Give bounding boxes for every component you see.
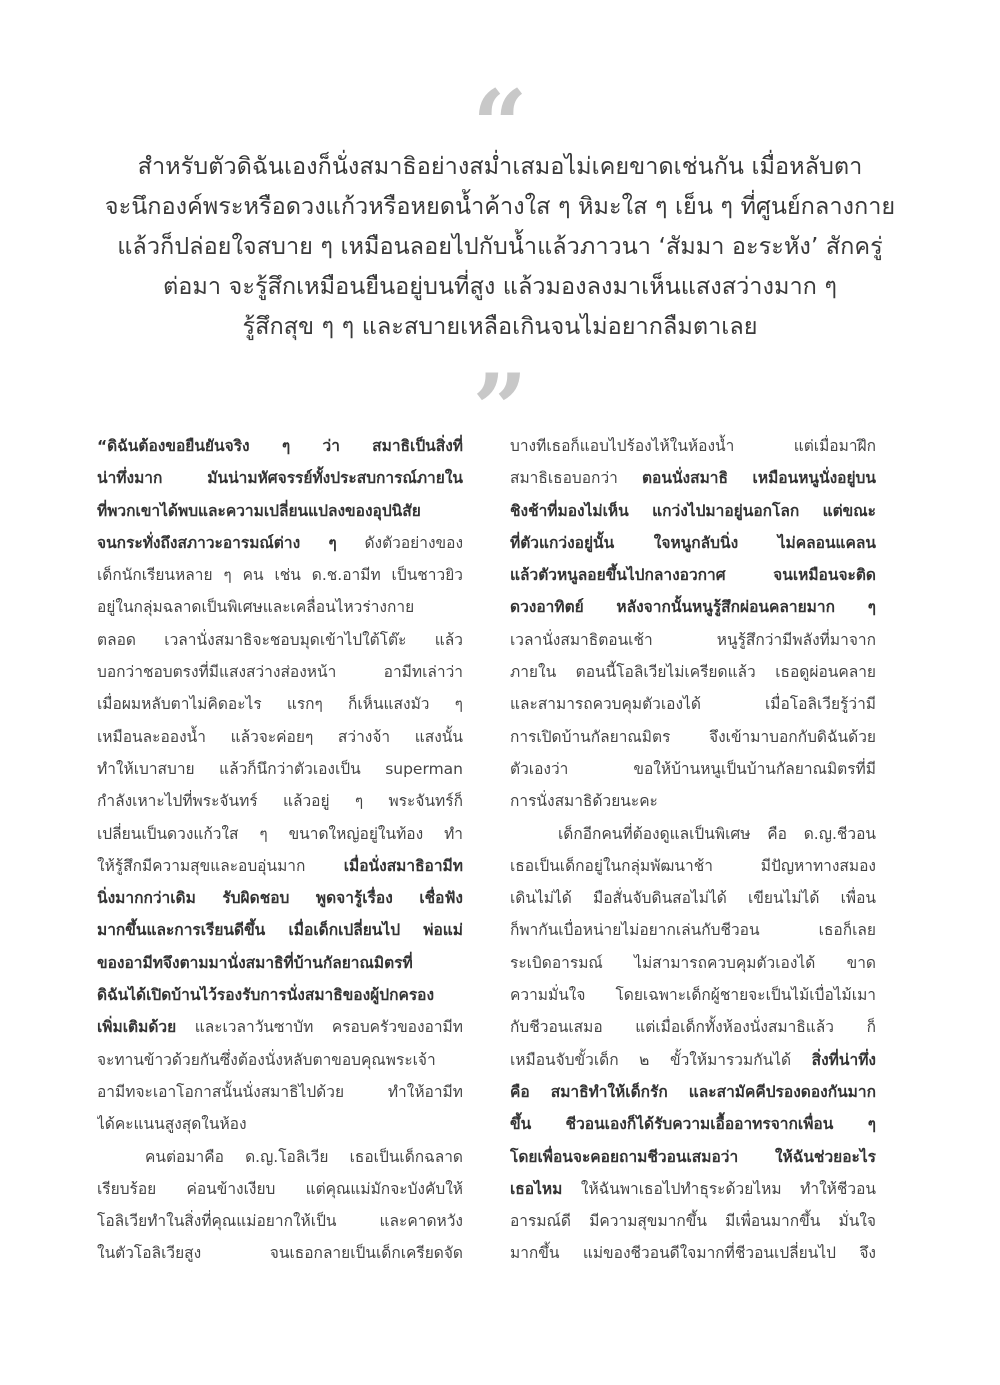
text-segment: และสามารถควบคุมตัวเองได้ เมื่อโอลิเวียรู้ว่ามี [510, 695, 876, 714]
text-line [510, 1011, 876, 1043]
text-segment: เมื่อผมหลับตาไม่คิดอะไร แรกๆ ก็เห็นแสงมัว ๆ [97, 695, 463, 714]
text-line [510, 979, 876, 1011]
bold-text-segment: น่าทึ่งมาก มันน่ามหัศจรรย์ทั้งประสบการณ์ภายใน [97, 469, 463, 488]
text-line [97, 1076, 463, 1108]
text-segment: ให้ฉันพาเธอไปทำธุระด้วยไหม ทำให้ชีวอน [562, 1179, 876, 1198]
text-line [97, 947, 463, 979]
text-line [510, 591, 876, 623]
text-segment: เดินไม่ได้ มือสั่นจับดินสอไม่ได้ เขียนไม่ได้ เพื่อน [510, 889, 876, 908]
text-line [97, 1044, 463, 1076]
text-line [97, 882, 463, 914]
bold-text-segment: “ดิฉันต้องขอยืนยันจริง ๆ ว่า สมาธิเป็นสิ่งที่ [97, 437, 463, 455]
text-segment: และเวลาวันซาบัท ครอบครัวของอามีท [176, 1018, 463, 1037]
text-line [510, 850, 876, 882]
text-line [97, 1141, 463, 1173]
text-segment: ก็พากันเบื่อหน่ายไม่อยากเล่นกับชีวอน เธอก็เลย [510, 921, 876, 940]
bold-text-segment: โดยเพื่อนจะคอยถามชีวอนเสมอว่า ให้ฉันช่วยอะไร [510, 1147, 876, 1166]
text-line [510, 753, 876, 785]
text-line [510, 688, 876, 720]
text-segment: เปลี่ยนเป็นดวงแก้วใส ๆ ขนาดใหญ่อยู่ในท้อง ทำ [97, 824, 463, 843]
text-segment: การนั่งสมาธิด้วยนะคะ [510, 792, 658, 811]
text-line [97, 979, 463, 1011]
text-segment: ระเบิดอารมณ์ ไม่สามารถควบคุมตัวเองได้ ขาด [510, 953, 876, 972]
text-line [97, 753, 463, 785]
bold-text-segment: เธอไหม [510, 1179, 563, 1198]
text-segment: ทำให้เบาสบาย แล้วก็นึกว่าตัวเองเป็น superman [97, 759, 463, 778]
text-segment: ในตัวโอลิเวียสูง จนเธอกลายเป็นเด็กเครียดจัด [97, 1244, 463, 1263]
bold-text-segment: มากขึ้นและการเรียนดีขึ้น เมื่อเด็กเปลี่ยนไป พ่อแม่ [97, 921, 463, 940]
text-line [510, 1173, 876, 1205]
pull-quote-line: จะนึกองค์พระหรือดวงแก้วหรือหยดน้ำค้างใส ๆ หิมะใส ๆ เย็น ๆ ที่ศูนย์กลางกาย [104, 192, 896, 220]
text-segment: เวลานั่งสมาธิตอนเช้า หนูรู้สึกว่ามีพลังที่มาจาก [510, 630, 876, 649]
text-segment: อารมณ์ดี มีความสุขมากขึ้น มีเพื่อนมากขึ้น มั่นใจ [510, 1212, 876, 1231]
text-line [97, 559, 463, 591]
bold-text-segment: ขึ้น ชีวอนเองก็ได้รับความเอื้ออาทรจากเพื่อน ๆ [510, 1115, 876, 1134]
bold-text-segment: ของอามีทจึงตามมานั่งสมาธิที่บ้านกัลยาณมิตรที่ [97, 953, 413, 972]
text-line [97, 1011, 463, 1043]
pull-quote [90, 146, 910, 346]
text-segment: ตลอด เวลานั่งสมาธิจะชอบมุดเข้าไปใต้โต๊ะ แล้ว [97, 630, 463, 649]
open-quote-mark: “ [472, 69, 528, 182]
text-segment: การเปิดบ้านกัลยาณมิตร จึงเข้ามาบอกกับดิฉันด้วย [510, 727, 876, 746]
text-line [97, 688, 463, 720]
text-segment: สมาธิเธอบอกว่า [510, 469, 642, 488]
text-segment: บางทีเธอก็แอบไปร้องไห้ในห้องน้ำ แต่เมื่อมาฝึก [510, 437, 876, 455]
bold-text-segment: นิ่งมากกว่าเดิม รับผิดชอบ พูดจารู้เรื่อง เชื่อฟัง [97, 889, 463, 908]
text-line [97, 591, 463, 623]
text-segment: ตัวเองว่า ขอให้บ้านหนูเป็นบ้านกัลยาณมิตรที่มี [510, 759, 876, 778]
text-segment: เรียบร้อย ค่อนข้างเงียบ แต่คุณแม่มักจะบังคับให้ [97, 1179, 463, 1198]
text-line [97, 1237, 463, 1269]
text-segment: โอลิเวียทำในสิ่งที่คุณแม่อยากให้เป็น และคาดหวัง [97, 1212, 463, 1231]
text-line [97, 495, 463, 527]
text-line [97, 850, 463, 882]
bold-text-segment: สิ่งที่น่าทึ่ง [811, 1050, 876, 1069]
bold-text-segment: เพิ่มเติมด้วย [97, 1018, 177, 1037]
text-line [97, 430, 463, 462]
text-segment: ให้รู้สึกมีความสุขและอบอุ่นมาก [97, 856, 344, 875]
pull-quote-line: ต่อมา จะรู้สึกเหมือนยืนอยู่บนที่สูง แล้วมองลงมาเห็นแสงสว่างมาก ๆ [163, 272, 837, 300]
left-text-column [97, 430, 463, 1270]
text-segment: อยู่ในกลุ่มฉลาดเป็นพิเศษและเคลื่อนไหวร่างกาย [97, 598, 415, 617]
text-line [97, 624, 463, 656]
text-line [97, 1205, 463, 1237]
text-segment: เธอเป็นเด็กอยู่ในกลุ่มพัฒนาช้า มีปัญหาทางสมอง [510, 856, 876, 875]
text-line [510, 656, 876, 688]
text-segment: มากขึ้น แม่ของชีวอนดีใจมากที่ชีวอนเปลี่ยนไป จึง [510, 1244, 876, 1263]
text-segment: บอกว่าชอบตรงที่มีแสงสว่างส่องหน้า อามีทเล่าว่า [97, 663, 463, 682]
pull-quote-line: รู้สึกสุข ๆ ๆ และสบายเหลือเกินจนไม่อยากลืมตาเลย [242, 312, 758, 340]
text-line [510, 1141, 876, 1173]
text-line [510, 1044, 876, 1076]
bold-text-segment: ที่พวกเขาได้พบและความเปลี่ยนแปลงของอุปนิสัย [97, 501, 421, 520]
bold-text-segment: ชิงช้าที่มองไม่เห็น แกว่งไปมาอยู่นอกโลก แต่ขณะ [510, 501, 876, 520]
bold-text-segment: แล้วตัวหนูลอยขึ้นไปกลางอวกาศ จนเหมือนจะติด [510, 566, 876, 585]
text-line [97, 527, 463, 559]
close-quote-mark: ” [472, 353, 528, 466]
text-line [97, 818, 463, 850]
text-segment: ภายใน ตอนนี้โอลิเวียไม่เครียดแล้ว เธอดูผ่อนคลาย [510, 663, 876, 682]
text-line [97, 462, 463, 494]
text-line [97, 656, 463, 688]
text-segment: ได้คะแนนสูงสุดในห้อง [97, 1115, 247, 1134]
bold-text-segment: ดิฉันได้เปิดบ้านไว้รองรับการนั่งสมาธิของผู้ปกครอง [97, 986, 435, 1005]
text-segment: เด็กอีกคนที่ต้องดูแลเป็นพิเศษ คือ ด.ญ.ชีวอน [558, 824, 876, 843]
text-segment: กับชีวอนเสมอ แต่เมื่อเด็กทั้งห้องนั่งสมาธิแล้ว ก็ [510, 1018, 876, 1037]
text-segment: ดังตัวอย่างของ [336, 533, 463, 552]
text-line [510, 462, 876, 494]
text-segment: อามีทจะเอาโอกาสนั้นนั่งสมาธิไปด้วย ทำให้อามีท [97, 1082, 463, 1101]
text-line [97, 1108, 463, 1140]
text-line [510, 721, 876, 753]
text-line [510, 1076, 876, 1108]
text-line [510, 1205, 876, 1237]
text-line [510, 882, 876, 914]
text-line [510, 527, 876, 559]
bold-text-segment: ดวงอาทิตย์ หลังจากนั้นหนูรู้สึกผ่อนคลายมาก ๆ [510, 598, 876, 617]
text-line [510, 1237, 876, 1269]
text-line [97, 721, 463, 753]
bold-text-segment: เมื่อนั่งสมาธิอามีท [343, 856, 463, 875]
text-line [510, 947, 876, 979]
bold-text-segment: จนกระทั่งถึงสภาวะอารมณ์ต่าง ๆ [97, 533, 337, 552]
text-line [510, 1108, 876, 1140]
bold-text-segment: ที่ตัวแกว่งอยู่นั้น ใจหนูกลับนิ่ง ไม่คลอนแคลน [510, 533, 876, 552]
text-segment: เหมือนจับขั้วเด็ก ๒ ขั้วให้มารวมกันได้ [510, 1050, 812, 1069]
text-line [97, 1173, 463, 1205]
text-line [510, 559, 876, 591]
text-segment: จะทานข้าวด้วยกันซึ่งต้องนั่งหลับตาขอบคุณพระเจ้า [97, 1050, 436, 1069]
pull-quote-line: สำหรับตัวดิฉันเองก็นั่งสมาธิอย่างสม่ำเสมอไม่เคยขาดเช่นกัน เมื่อหลับตา [137, 152, 863, 180]
text-segment: เด็กนักเรียนหลาย ๆ คน เช่น ด.ช.อามีท เป็นชาวยิว [97, 566, 463, 585]
text-segment: เหมือนละอองน้ำ แล้วจะค่อยๆ สว่างจ้า แสงนั้น [97, 727, 463, 746]
pull-quote-line: แล้วก็ปล่อยใจสบาย ๆ เหมือนลอยไปกับน้ำแล้วภาวนา ‘สัมมา อะระหัง’ สักครู่ [117, 232, 883, 260]
text-line [510, 430, 876, 462]
bold-text-segment: ตอนนั่งสมาธิ เหมือนหนูนั่งอยู่บน [641, 469, 876, 488]
text-line [510, 624, 876, 656]
text-line [510, 785, 876, 817]
text-line [510, 914, 876, 946]
text-line [97, 785, 463, 817]
bold-text-segment: คือ สมาธิทำให้เด็กรัก และสามัคคีปรองดองกันมาก [510, 1082, 876, 1101]
text-segment: คนต่อมาคือ ด.ญ.โอลิเวีย เธอเป็นเด็กฉลาด [145, 1147, 463, 1166]
text-line [510, 495, 876, 527]
text-segment: ความมั่นใจ โดยเฉพาะเด็กผู้ชายจะเป็นไม้เบื่อไม้เมา [510, 986, 876, 1005]
text-line [510, 818, 876, 850]
text-segment: กำลังเหาะไปที่พระจันทร์ แล้วอยู่ ๆ พระจันทร์ก็ [97, 792, 463, 811]
right-text-column [510, 430, 876, 1270]
text-line [97, 914, 463, 946]
